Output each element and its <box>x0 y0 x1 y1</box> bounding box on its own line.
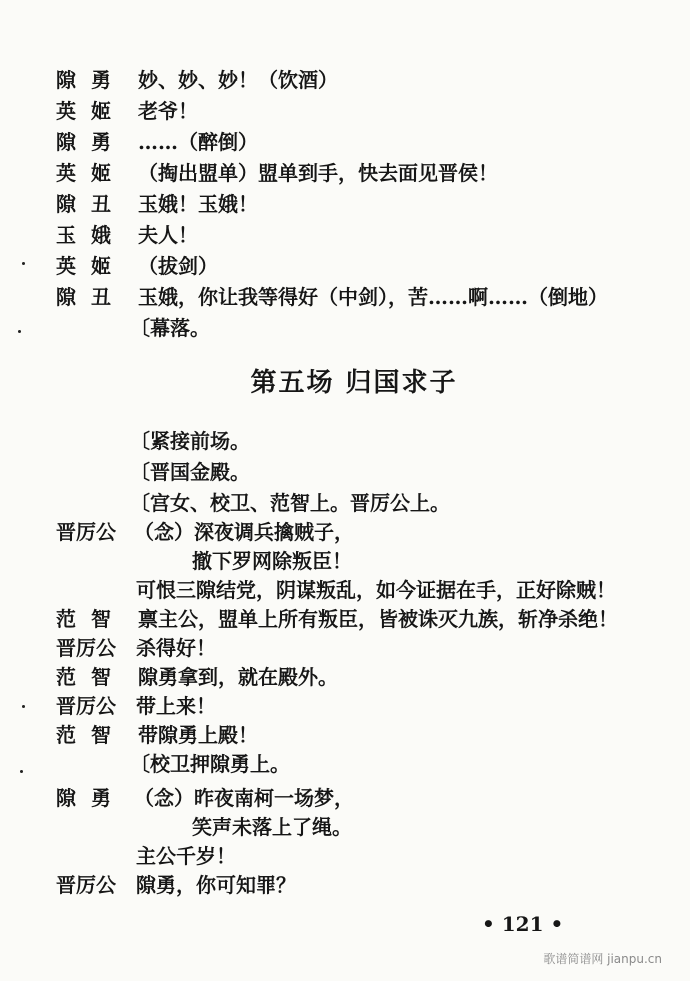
dialogue-line <box>0 249 690 283</box>
speaker-name: 隙 丑 <box>56 192 115 216</box>
dialogue-text: 妙、妙、妙！（饮酒） <box>138 68 338 92</box>
speaker-name: 隙 丑 <box>56 285 115 309</box>
speaker-name: 隙 勇 <box>56 130 115 154</box>
dialogue-text: 玉娥，你让我等得好（中剑），苦……啊……（倒地） <box>138 285 608 309</box>
dialogue-line <box>0 94 690 128</box>
dialogue-text: 杀得好！ <box>136 636 216 660</box>
stage-direction-text: 〔宫女、校卫、范智上。晋厉公上。 <box>130 491 450 515</box>
dialogue-text: 禀主公，盟单上所有叛臣，皆被诛灭九族，斩净杀绝！ <box>138 607 618 631</box>
scan-speck <box>22 262 25 265</box>
speaker-name: 晋厉公 <box>56 873 116 897</box>
speaker-name: 范 智 <box>56 665 115 689</box>
dialogue-line <box>0 280 690 314</box>
watermark-text: 歌谱简谱网 jianpu.cn <box>543 952 662 966</box>
speaker-name: 英 姬 <box>56 254 115 278</box>
dialogue-line <box>0 125 690 159</box>
stage-direction-text: 〔幕落。 <box>130 316 210 340</box>
dialogue-text: 带上来！ <box>136 694 216 718</box>
stage-direction-text: 〔校卫押隙勇上。 <box>130 752 290 776</box>
stage-direction <box>0 455 690 489</box>
speaker-name: 范 智 <box>56 607 115 631</box>
dialogue-line <box>0 156 690 190</box>
dialogue-text: （念）深夜调兵擒贼子， <box>134 520 354 544</box>
dialogue-text: 夫人！ <box>138 223 198 247</box>
verse-text: 撤下罗网除叛臣！ <box>192 549 352 573</box>
dialogue-text: 带隙勇上殿！ <box>138 723 258 747</box>
dialogue-line <box>0 868 690 902</box>
scene-title: 第五场 归国求子 <box>250 368 458 398</box>
speaker-name: 玉 娥 <box>56 223 115 247</box>
speaker-name: 晋厉公 <box>56 694 116 718</box>
dialogue-line <box>0 187 690 221</box>
scan-speck <box>22 705 25 708</box>
speaker-name: 隙 勇 <box>56 68 115 92</box>
dialogue-text: 玉娥！玉娥！ <box>138 192 258 216</box>
stage-direction <box>0 311 690 345</box>
verse-text: 笑声未落上了绳。 <box>192 815 352 839</box>
dialogue-text: （掏出盟单）盟单到手，快去面见晋侯！ <box>138 161 498 185</box>
stage-direction-text: 〔晋国金殿。 <box>130 460 250 484</box>
dialogue-text: 隙勇，你可知罪？ <box>136 873 296 897</box>
speaker-name: 范 智 <box>56 723 115 747</box>
dialogue-text: 可恨三隙结党，阴谋叛乱，如今证据在手，正好除贼！ <box>136 578 616 602</box>
dialogue-text: （念）昨夜南柯一场梦， <box>134 786 354 810</box>
speaker-name: 英 姬 <box>56 161 115 185</box>
dialogue-text: 隙勇拿到，就在殿外。 <box>138 665 338 689</box>
stage-direction <box>0 424 690 458</box>
speaker-name: 隙 勇 <box>56 786 115 810</box>
page-number: • 121 • <box>482 912 564 936</box>
speaker-name: 英 姬 <box>56 99 115 123</box>
stage-direction-text: 〔紧接前场。 <box>130 429 250 453</box>
dialogue-text: ……（醉倒） <box>138 130 258 154</box>
stage-direction <box>0 747 690 781</box>
dialogue-line <box>0 218 690 252</box>
speaker-name: 晋厉公 <box>56 520 116 544</box>
dialogue-text: （拔剑） <box>138 254 218 278</box>
scan-speck <box>18 330 21 333</box>
dialogue-text: 老爷！ <box>138 99 198 123</box>
speaker-name: 晋厉公 <box>56 636 116 660</box>
scan-speck <box>20 770 23 773</box>
dialogue-line <box>0 63 690 97</box>
dialogue-text: 主公千岁！ <box>136 844 236 868</box>
